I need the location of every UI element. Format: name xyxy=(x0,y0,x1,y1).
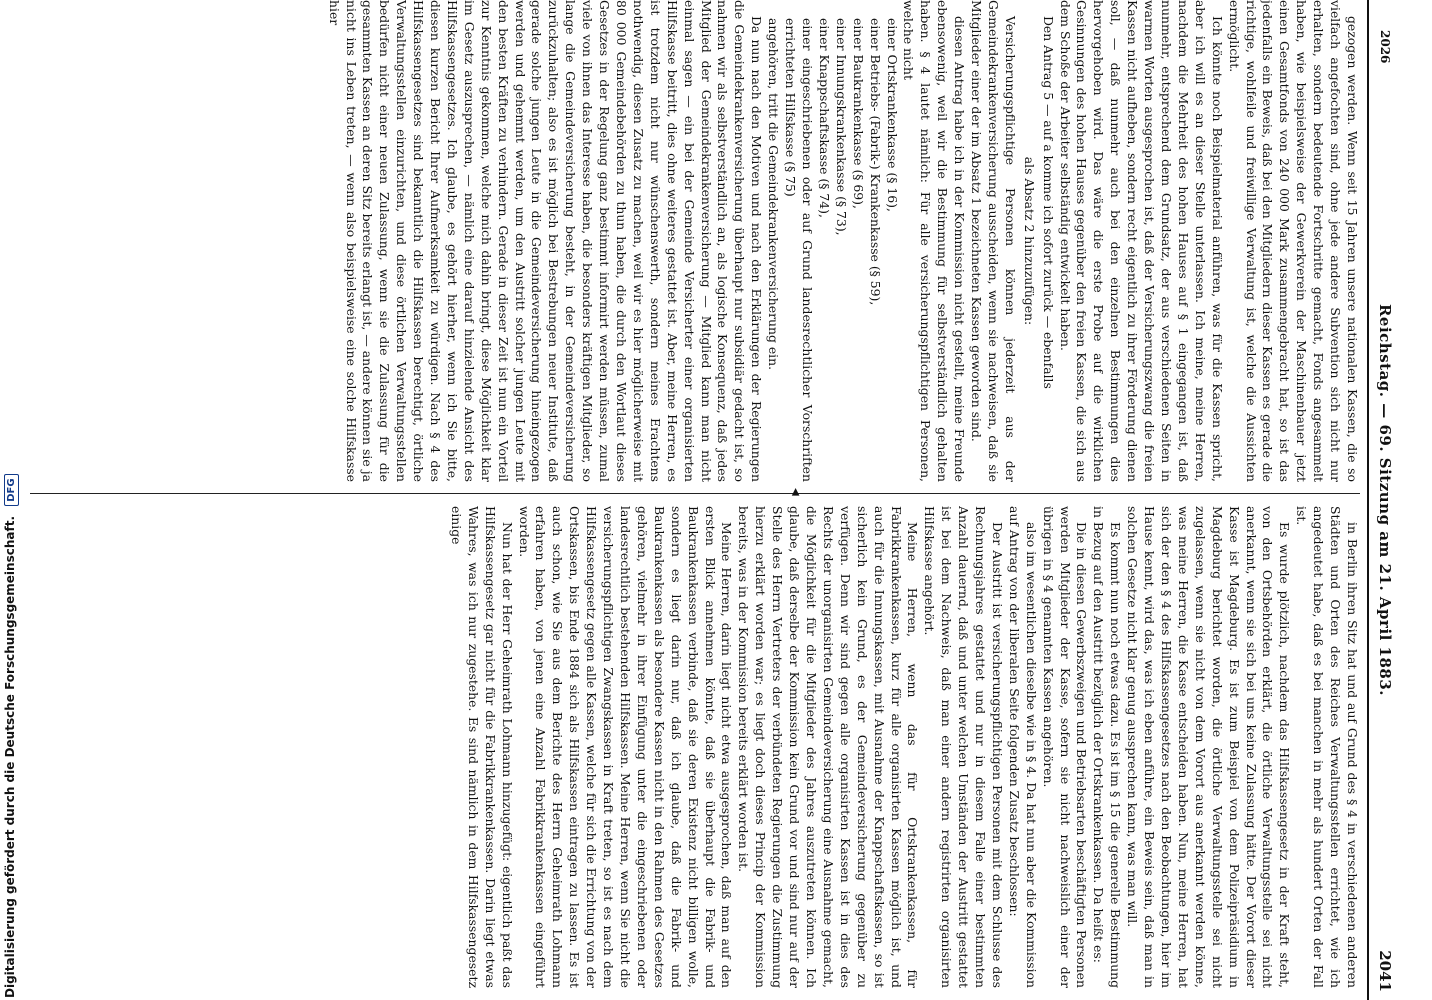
header-rule xyxy=(1367,0,1369,1000)
page-header xyxy=(1370,0,1400,1000)
paragraph: Nun hat der Herr Geheimrath Lohmann hinzugefügt: eigentlich paßt das Hilfskassengesetz gar nicht für die Fabrikkrankenkassen. Darin liegt etwas Wahres, was ich nur zugestehe. Es sind nämlich in dem Hilfskassengesetz einige xyxy=(448,506,515,988)
credit-text-wrapper xyxy=(3,474,19,998)
paragraph: in Berlin ihren Sitz hat und auf Grund des § 4 in verschiedenen anderen Städten und Orten des Reiches Verwaltungsstellen errichtet, wie ich angedeutet habe, daß es bei manchen in mehr als hundert Orten der Fall ist. xyxy=(1294,506,1360,988)
paragraph: Es kommt nun noch etwas dazu. Es ist im § 15 die generelle Bestimmung in Bezug auf den Austritt bezüglich der Ortskrankenkassen. Da heißt es: xyxy=(1091,506,1124,988)
paragraph: als Absatz 2 hinzuzufügen: xyxy=(1021,156,1037,326)
paragraph: einer Baukrankenkasse (§ 69), xyxy=(850,18,866,209)
column-divider-arrow-icon: ◀ xyxy=(790,488,801,496)
dfg-logo: DFG xyxy=(4,474,19,505)
paragraph: Die in diesen Gewerbszweigen und Betriebsarten beschäftigten Personen werden Mitglieder der Kasse, sofern sie nicht nachweislich einer der übrigen in § 4 genannten Kassen angehören. xyxy=(1040,506,1090,988)
credit-text: Digitalisierung gefördert durch die Deutsche Forschungsgemeinschaft. xyxy=(3,515,17,998)
right-column xyxy=(30,506,1360,988)
paragraph: also im wesentlichen dieselbe wie in § 4. Da hat nun aber die Kommission auf Antrag von der liberalen Seite folgenden Zusatz beschlossen: xyxy=(1006,506,1039,988)
paragraph: einer Ortskrankenkasse (§ 16), xyxy=(884,18,900,212)
paragraph: Da nun nach den Motiven und nach den Erklärungen der Regierungen die Gemeindekrankenversicherung überhaupt nur subsidiär gedacht ist, so nahmen wir als selbstverständlich an, als logische Konsequenz, daß jedes Mitglied der Gemeindekrankenversicherung — Mitglied kann man nicht einmal sagen — ein bei der Gemeinde Versicherter einer organisierten Hilfskasse beitritt, dies ohne weiteres gestattet ist. Aber, meine Herren, es ist trotzdem nicht nur wünschenswerth, sondern meines Erachtens nothwendig, diesen Zusatz zu machen, weil wir es hier möglicherweise mit 80 000 Gemeindebehörden zu thun haben, die durch den Wortlaut dieses Gesetzes in der Regelung ganz bestimmt informirt werden müssen, zumal viele von ihnen das Interesse haben, die besonders kräftigen Mitglieder, so lange die Gemeindeversicherung besteht, in der Gemeindeversicherung zurückzuhalten; also es ist möglich bei Bestrebungen neuer Institute, daß gerade solche jungen Leute in die Gemeindeversicherung hineingezogen werden und gehemmt werden, um den Austritt solcher jungen Leute mit den besten Kräften zu verhindern. Gerade in dieser Zeit ist nun ein Vorteil zur Kenntnis gekommen, welche mich dahin bringt, diese Möglichkeit klar im Gesetz auszusprechen, — nämlich eine darauf hinzielende Ansicht des Hilfskassengesetzes. Ich glaube, es gehört hierher, wenn ich Sie bitte, diesen kurzen Bericht Ihrer Aufmerksamkeit zu würdigen. Nach § 4 des Hilfskassengesetzes sind bekanntlich die Hilfskassen berechtigt, örtliche Verwaltungsstellen einzurichten, und diese örtlichen Verwaltungsstellen bedürfen nicht einer neuen Zulassung, wenn sie die Zulassung für die gesammten Kassen an deren Sitz bereits erlangt ist, — andere können sie ja nicht ins Leben treten, — wenn also beispielsweise eine solche Hilfskasse hier xyxy=(326,0,765,482)
paragraph: gezogen werden. Wenn seit 15 Jahren unsere nationalen Kassen, die so vielfach angefochten sind, ohne jede andere Subvention sich nicht nur erhalten, sondern bedeutende Fortschritte gemacht, Fonds angesammelt haben, wie beispielsweise der Gewerkverein der Maschinenbauer jetzt einen Gesamtfonds von 240 000 Mark zusammengebracht hat, so ist das jedenfalls ein Beweis, daß bei den Mitgliedern dieser Kassen es gerade die richtige, wohlfeile und freiwillige Verwaltung ist, welche die Aussichten ermöglicht. xyxy=(1226,0,1360,482)
paragraph: Versicherungspflichtige Personen können jederzeit aus der Gemeindekrankenversicherung ausscheiden, wenn sie nachweisen, daß sie Mitglieder einer der im Absatz 1 bezeichneten Kassen geworden sind. xyxy=(969,0,1018,482)
paragraph: Der Austritt ist versicherungspflichtigen Personen mit dem Schlusse des Rechnungsjahres gestattet und nur in diesem Falle einer bestimmten Anzahl dauernd, daß und unter welchen Umständen der Austritt gestattet ist bei dem Nachweis, daß man einer andern registrirten organisirten Hilfskasse angehört. xyxy=(922,506,1005,988)
left-column xyxy=(30,0,1360,482)
header-title: Reichstag. — 69. Sitzung am 21. April 1883. xyxy=(1376,303,1394,697)
paragraph: Den Antrag 5 — auf a komme ich sofort zurück — ebenfalls xyxy=(1040,16,1056,389)
paragraph: Meine Herren, wenn das für Ortskrankenkassen, für Fabrikkrankenkassen, kurz für alle organisirten Kassen möglich ist, und auch für die Innungskassen, mit Ausnahme der Knappschaftskassen, so ist sicherlich kein Grund, es der Gemeindeversicherung gegenüber zu verfügen. Denn wir sind gegen alle organisirten Kassen ist in dies des Rechts der unorganisirten Gemeindeversicherung eine Ausnahme gemacht, die Möglichkeit für die Mitglieder des Jahres auszutreten können. Ich glaube, daß derselbe der Kommission kein Grund vor und sind nur auf der Stelle des Herrn Vertreters der verbündeten Regierungen die Zustimmung hierzu erklärt worden war; es liegt doch dieses Princip der Kommission bereits, was in der Kommission bereits erklärt worden ist. xyxy=(736,506,921,988)
paragraph: Meine Herren, darin liegt nicht etwa ausgesprochen, daß man auf den ersten Blick annehmen könnte, daß sie überhaupt die Fabrik- und Baukrankenkassen verbinde, daß sie deren Existenz nicht billigen wolle, sondern es liegt darin nur, daß ich glaube, daß die Fabrik- und Baukrankenkassen als besondere Kassen nicht in den Rahmen des Gesetzes gehören, vielmehr in ihrer Einfügung unter die eingeschriebenen oder landesrechtlich bestehenden Hilfskassen. Meine Herren, wenn Sie nicht die versicherungspflichtigen Zwangskassen in Kraft treten, so ist es nach dem Hilfskassengesetz gegen alle Kassen, welche für sich die Errichtung von der Ortskassen, bis Ende 1884 sich als Hilfskassen eintragen zu lassen. Es ist auch schon, wie Sie aus dem Berichte des Herrn Geheimrath Lohmann erfahren haben, von jenen eine Anzahl Fabrikkrankenkassen eingeführt worden. xyxy=(516,506,735,988)
paragraph: einer Knappschaftskasse (§ 74), xyxy=(816,18,832,218)
header-left-mark: 2026 xyxy=(1378,30,1392,64)
paragraph: Es wurde plötzlich, nachdem das Hilfskassengesetz in der Kraft steht, von den Ortsbehörden erklärt, die örtliche Verwaltungsstelle sei nicht anerkannt, wenn sie sich bei uns keine Zulassung hätte. Der Vorort dieser Kasse ist Magdeburg. Es ist zum Beispiel von dem Polizeipräsidium in Magdeburg berichtet worden, die örtliche Verwaltungsstelle sei nicht zugelassen, wenn sie nicht von dem Vorort aus anerkannt werden könne, was meine Herren, die Kasse entscheiden haben. Nun, meine Herren, hat sich der den § 4 des Hilfskassengesetzes nach den Beobachtungen, hier im Hause kennt, wird das, was ich eben anführe, ein Beweis sein, daß man in solchen Gesetze nicht klar genug aussprechen kann, was man will. xyxy=(1125,506,1293,988)
column-divider xyxy=(30,493,1360,494)
paragraph: einer Betriebs- (Fabrik-) Krankenkasse (§ 59), xyxy=(867,18,883,306)
paragraph: diesen Antrag habe ich in der Kommission nicht gestellt, meine Freunde ebensowenig, weil wir die Bestimmung für selbstverständlich gehalten haben. § 4 lautet nämlich: Für alle versicherungspflichtigen Personen, welche nicht xyxy=(901,0,968,482)
paragraph: einer Innungskrankenkasse (§ 73), xyxy=(833,18,849,236)
page-number: 2041 xyxy=(1376,950,1394,992)
paragraph: angehören, tritt die Gemeindekrankenversicherung ein. xyxy=(766,18,782,371)
document-page xyxy=(20,0,1400,1000)
paragraph: einer eingeschriebenen oder auf Grund landesrechtlicher Vorschriften errichteten Hilfskasse (§ 75) xyxy=(783,18,815,482)
paragraph: Ich könnte noch Beispielmaterial anführen, was für die Kassen spricht, aber ich will es an dieser Stelle unterlassen. Ich meine, meine Herren, nachdem die Mehrheit des hohen Hauses auf § 1 eingegangen ist, daß nunmehr, entsprechend dem Grundsatz, der aus verschiedenen Seiten in warmen Worten ausgesprochen ist, daß der Versicherungszwang die freien Kassen nicht aufheben, sondern recht eigentlich zu ihrer Förderung dienen soll, — daß nunmehr auch bei den einzelnen Bestimmungen dies hervorgehoben wird. Das wäre die erste Probe auf die wirklichen Gesinnungen des hohen Hauses gegenüber den freien Kassen, die sich aus dem Schoße der Arbeiter selbständig entwickelt haben. xyxy=(1057,0,1225,482)
digitization-credit xyxy=(0,0,22,1000)
